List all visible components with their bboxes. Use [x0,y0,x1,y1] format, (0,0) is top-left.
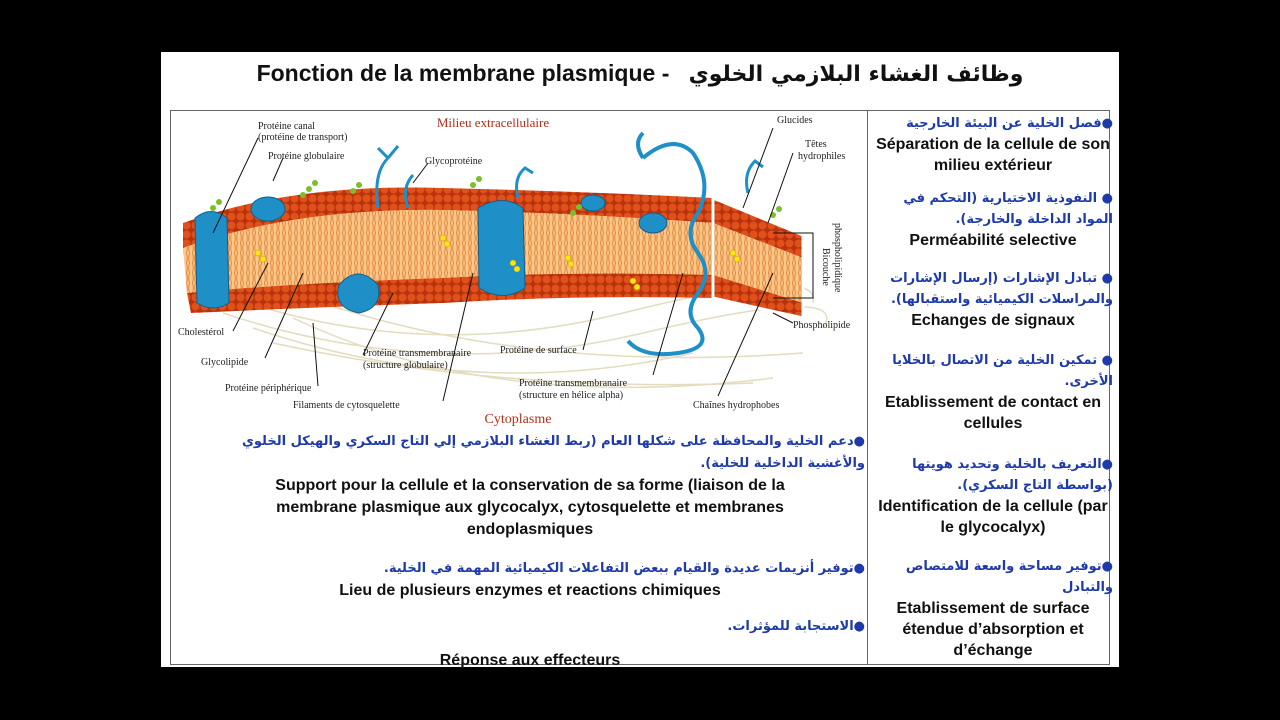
membrane-diagram [173,113,865,428]
right-item-arabic: ● تبادل الإشارات (إرسال الإشارات والمراسلات الكيميائية واستقبالها). [890,271,1113,307]
right-item-0 [873,113,1113,176]
surface-protein [639,213,667,233]
label-cytoskeleton: Filaments de cytosquelette [293,400,400,411]
label-phospholipid: Phospholipide [793,320,851,331]
right-item-arabic: ●فصل الخلية عن البيئة الخارجية [906,116,1113,131]
label-cholesterol: Cholestérol [178,327,225,338]
label-globular-protein: Protéine globulaire [268,151,345,162]
title-french: Fonction de la membrane plasmique - [256,60,670,86]
channel-protein [195,212,229,309]
label-heads: Têtes [805,139,827,150]
right-item-french: Identification de la cellule (par le glycocalyx) [878,498,1108,536]
column-divider [867,111,868,664]
bottom-item-arabic: ●دعم الخلية والمحافظة على شكلها العام (ربط الغشاء البلازمي إلي التاج السكري والهيكل الخلوي والأغشية الداخلية للخلية). [241,434,865,471]
right-item-4 [873,454,1113,538]
label-surface-protein: Protéine de surface [500,345,577,356]
right-item-french: Séparation de la cellule de son milieu extérieur [876,136,1110,174]
label-cytoplasm: Cytoplasme [484,412,552,427]
label-bilayer-sub: phospholipidique [832,223,843,293]
right-item-2 [873,268,1113,331]
label-glycoprotein: Glycoprotéine [425,156,483,167]
right-item-french: Etablissement de contact en cellules [884,394,1102,432]
right-item-arabic: ● النفوذية الاختيارية (التحكم في المواد الداخلة والخارجة). [903,191,1113,227]
bottom-item-arabic: ●توفير أنزيمات عديدة والقيام ببعض التفاعلات الكيميائية المهمة في الخلية. [383,561,865,576]
bottom-item-arabic: ●الاستجابة للمؤثرات. [727,619,865,634]
label-channel-protein: Protéine canal [258,121,315,132]
transmembrane-protein-globular [338,274,379,313]
label-transmembrane-globular-sub: (structure globulaire) [363,360,448,371]
label-glycolipid: Glycolipide [201,357,249,368]
right-item-5 [873,556,1113,661]
bottom-item-0 [195,431,865,541]
label-transmembrane-alpha: Protéine transmembranaire [519,378,628,389]
right-item-french: Echanges de signaux [911,312,1075,329]
label-heads-sub: hydrophiles [798,151,846,162]
right-item-french: Etablissement de surface étendue d’absorption et d’échange [896,600,1090,659]
slide [161,52,1119,667]
transmembrane-protein [478,201,525,296]
label-bilayer: Bicouche [820,248,831,286]
right-item-french: Perméabilité selective [909,232,1077,249]
bottom-item-french: Lieu de plusieurs enzymes et reactions chimiques [339,582,721,599]
right-item-arabic: ●التعريف بالخلية وتحديد هويتها (بواسطة التاج السكري). [912,457,1113,493]
bottom-item-2 [195,616,865,672]
content-frame [170,110,1113,669]
right-item-arabic: ● تمكين الخلية من الاتصال بالخلايا الأخرى. [892,353,1113,389]
slide-title [161,60,1119,87]
bottom-item-french: Réponse aux effecteurs [439,652,621,669]
label-hydrophobic-chains: Chaînes hydrophobes [693,400,780,411]
title-arabic: وظائف الغشاء البلازمي الخلوي [688,62,1024,87]
label-glucides: Glucides [777,115,813,126]
right-item-arabic: ●توفير مساحة واسعة للامتصاص والتبادل [905,559,1113,595]
bottom-item-1 [195,558,865,602]
label-transmembrane-globular: Protéine transmembranaire [363,348,472,359]
label-channel-protein-sub: (protéine de transport) [258,132,348,143]
label-peripheral-protein: Protéine périphérique [225,383,312,394]
globular-protein [251,197,285,221]
label-extracellular: Milieu extracellulaire [436,115,550,130]
peripheral-protein [581,195,605,211]
label-transmembrane-alpha-sub: (structure en hélice alpha) [519,390,624,401]
right-item-1 [873,188,1113,251]
bottom-item-french: Support pour la cellule et la conservation de sa forme (liaison de la membrane plasmique aux glycocalyx, cytosquelette et membranes endoplasmiques [275,477,785,538]
right-item-3 [873,350,1113,434]
